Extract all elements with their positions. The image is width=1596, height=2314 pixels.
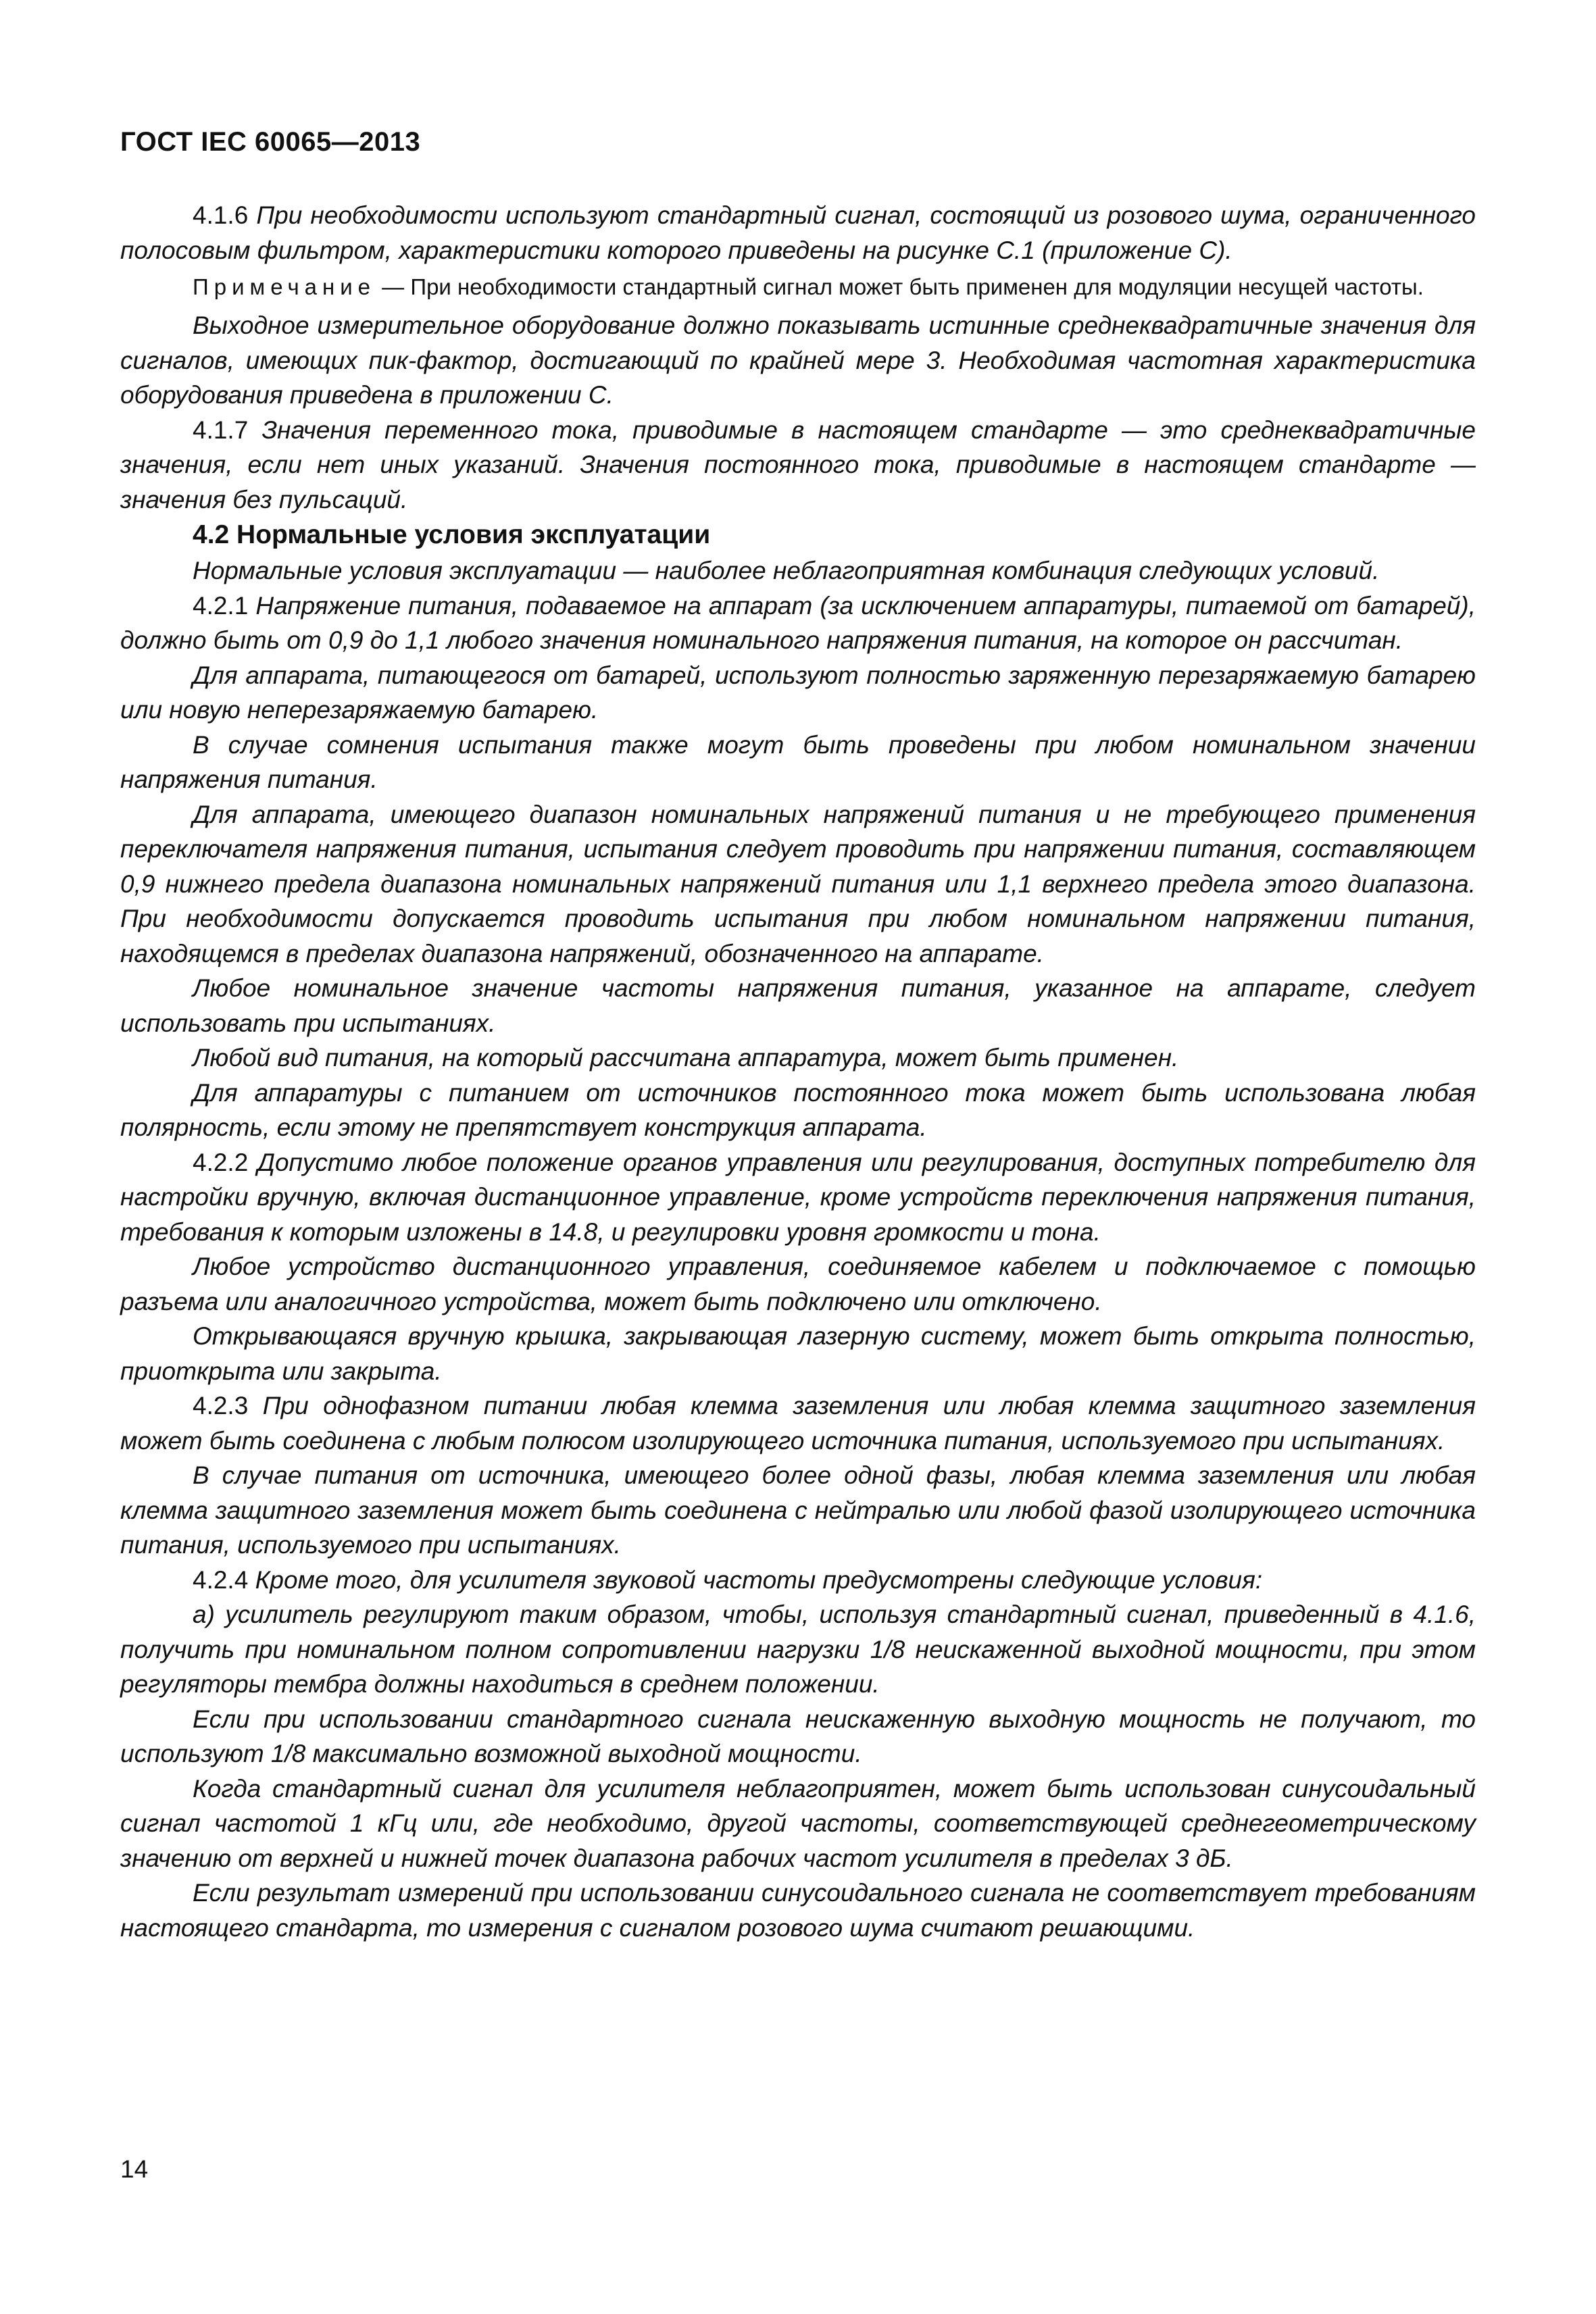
clause-number: 4.1.6 [193, 201, 257, 229]
paragraph [120, 588, 1476, 658]
paragraph: Когда стандартный сигнал для усилителя неблагоприятен, может быть использован синусоидальный сигнал частотой 1 кГц или, где необходимо, другой частоты, соответствующей среднегеометрическому значению от верхней и нижней точек диапазона рабочих частот усилителя в пределах 3 дБ. [120, 1774, 1476, 1872]
paragraph-text: Кроме того, для усилителя звуковой частоты предусмотрены следующие условия: [255, 1565, 1263, 1594]
paragraph [120, 413, 1476, 518]
paragraph: Открывающаяся вручную крышка, закрывающая лазерную систему, может быть открыта полностью, приоткрыта или закрыта. [120, 1322, 1476, 1385]
paragraph-text: Допустимо любое положение органов управления или регулирования, доступных потребителю для настройки вручную, включая дистанционное управление, кроме устройств переключения напряжения питания, требования к которым изложены в 14.8, и регулировки уровня громкости и тона. [120, 1148, 1476, 1246]
paragraph: В случае питания от источника, имеющего более одной фазы, любая клемма заземления или любая клемма защитного заземления может быть соединена с нейтралью или любой фазой изолирующего источника питания, используемого при испытаниях. [120, 1461, 1476, 1559]
clause-number: 4.1.7 [193, 416, 262, 444]
document-body [120, 198, 1476, 1945]
paragraph: Любое номинальное значение частоты напряжения питания, указанное на аппарате, следует использовать при испытаниях. [120, 974, 1476, 1037]
paragraph: Если результат измерений при использовании синусоидального сигнала не соответствует требованиям настоящего стандарта, то измерения с сигналом розового шума считают решающими. [120, 1879, 1476, 1942]
clause-number: 4.2.3 [193, 1392, 263, 1419]
clause-number: 4.2.4 [193, 1565, 255, 1594]
paragraph: В случае сомнения испытания также могут быть проведены при любом номинальном значении напряжения питания. [120, 730, 1476, 793]
paragraph: Если при использовании стандартного сигнала неискаженную выходную мощность не получают, то используют 1/8 максимально возможной выходной мощности. [120, 1705, 1476, 1767]
paragraph [120, 1563, 1476, 1598]
paragraph [120, 198, 1476, 268]
paragraph: Нормальные условия эксплуатации — наиболее неблагоприятная комбинация следующих условий. [193, 557, 1380, 584]
clause-number: 4.2.1 [193, 591, 256, 620]
paragraph: Для аппаратуры с питанием от источников постоянного тока может быть использована любая полярность, если этому не препятствует конструкция аппарата. [120, 1078, 1476, 1141]
document-header: ГОСТ IEC 60065—2013 [120, 127, 421, 157]
paragraph-text: При однофазном питании любая клемма заземления или любая клемма защитного заземления может быть соединена с любым полюсом изолирующего источника питания, используемого при испытаниях. [120, 1392, 1476, 1455]
note-text: — При необходимости стандартный сигнал может быть применен для модуляции несущей частоты. [376, 274, 1424, 299]
note-label: Примечание [193, 274, 376, 299]
paragraph: Для аппарата, имеющего диапазон номинальных напряжений питания и не требующего применения переключателя напряжения питания, испытания следует проводить при напряжении питания, составляющем 0,9 нижнего предела диапазона номинальных напряжений питания или 1,1 верхнего предела этого диапазона. При необходимости допускается проводить испытания при любом номинальном напряжении питания, находящемся в пределах диапазона напряжений, обозначенного на аппарате. [120, 800, 1476, 967]
paragraph: Выходное измерительное оборудование должно показывать истинные среднеквадратичные значения для сигналов, имеющих пик-фактор, достигающий по крайней мере 3. Необходимая частотная характеристика оборудования приведена в приложении С. [120, 311, 1476, 409]
paragraph-text: Значения переменного тока, приводимые в настоящем стандарте — это среднеквадратичные значения, если нет иных указаний. Значения постоянного тока, приводимые в настоящем стандарте — значения без пульсаций. [120, 416, 1476, 513]
section-heading: 4.2 Нормальные условия эксплуатации [193, 520, 711, 549]
paragraph: а) усилитель регулируют таким образом, чтобы, используя стандартный сигнал, приведенный в 4.1.6, получить при номинальном полном сопротивлении нагрузки 1/8 неискаженной выходной мощности, при этом регуляторы тембра должны находиться в среднем положении. [120, 1601, 1476, 1698]
paragraph [120, 1388, 1476, 1458]
clause-number: 4.2.2 [193, 1148, 257, 1176]
paragraph-text: При необходимости используют стандартный сигнал, состоящий из розового шума, ограниченного полосовым фильтром, характеристики которого приведены на рисунке С.1 (приложение С). [120, 201, 1476, 264]
paragraph-text: Напряжение питания, подаваемое на аппарат (за исключением аппаратуры, питаемой от батарей), должно быть от 0,9 до 1,1 любого значения номинального напряжения питания, на которое он рассчитан. [120, 591, 1476, 654]
paragraph: Любое устройство дистанционного управления, соединяемое кабелем и подключаемое с помощью разъема или аналогичного устройства, может быть подключено или отключено. [120, 1253, 1476, 1315]
paragraph: Для аппарата, питающегося от батарей, используют полностью заряженную перезаряжаемую батарею или новую неперезаряжаемую батарею. [120, 661, 1476, 724]
note [120, 272, 1476, 303]
paragraph [120, 1145, 1476, 1250]
page-number: 14 [120, 2155, 149, 2183]
paragraph: Любой вид питания, на который рассчитана аппаратура, может быть применен. [193, 1044, 1179, 1072]
